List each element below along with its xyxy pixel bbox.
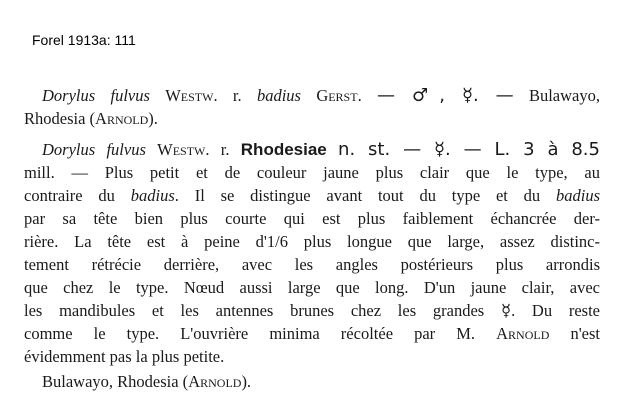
collector-name: Arnold <box>188 372 242 391</box>
locality-place: Bulawayo, Rhodesia ( <box>42 372 189 391</box>
caste-symbols: — ♂, ☿. — <box>377 85 514 106</box>
race-reference: badius <box>555 186 600 205</box>
text-line: évidemment pas la plus petite. <box>24 347 225 366</box>
species-name: Dorylus fulvus <box>42 140 146 159</box>
text-line: mill. — Plus petit et de couleur jaune plus clair que le type, au <box>24 163 600 182</box>
text-line <box>24 322 600 345</box>
text-fragment: ). <box>241 372 252 391</box>
race-author: Gerst. <box>316 86 362 105</box>
text-line <box>24 84 600 107</box>
text-line <box>24 138 600 161</box>
new-race-name: Rhodesiae <box>240 140 327 159</box>
paragraph-locality <box>24 370 600 393</box>
text-line: par sa tête bien plus courte qui est plus faiblement échancrée der- <box>24 209 600 228</box>
text-fragment: n'est <box>570 324 601 343</box>
text-line: rière. La tête est à peine d'1/6 plus longue que large, assez distinc- <box>24 232 600 251</box>
race-prefix: r. <box>232 86 242 105</box>
text-fragment: ). <box>148 109 158 128</box>
locality-place: Rhodesia ( <box>24 109 96 128</box>
status-and-length: n. st. — ☿. — L. 3 à 8.5 <box>338 139 600 160</box>
species-name: Dorylus fulvus <box>42 86 150 105</box>
text-line: les mandibules et les antennes brunes chez les grandes ☿. Du reste <box>24 301 600 320</box>
text-line: tement rétrécie derrière, avec les angles postérieurs plus arrondis <box>24 255 600 274</box>
text-line <box>24 107 600 130</box>
race-prefix: r. <box>220 140 230 159</box>
text-fragment: comme le type. L'ouvrière minima récoltée par M. <box>24 324 476 343</box>
paragraph-rhodesiae-description <box>24 138 600 368</box>
race-name: badius <box>256 86 301 105</box>
text-line <box>24 370 600 393</box>
text-fragment: contraire du <box>24 186 115 205</box>
author-name: Westw. <box>157 140 210 159</box>
author-name: Westw. <box>165 86 218 105</box>
race-reference: badius <box>130 186 175 205</box>
citation-label: Forel 1913a: 111 <box>32 32 136 48</box>
collector-name: Arnold <box>496 324 550 343</box>
paragraph-badius-record <box>24 84 600 130</box>
text-line: que chez le type. Nœud aussi large que long. D'un jaune clair, avec <box>24 278 600 297</box>
text-line <box>24 184 600 207</box>
text-fragment: . Il se distingue avant tout du type et du <box>174 186 541 205</box>
collector-name: Arnold <box>95 109 149 128</box>
locality: Bulawayo, <box>528 86 600 105</box>
